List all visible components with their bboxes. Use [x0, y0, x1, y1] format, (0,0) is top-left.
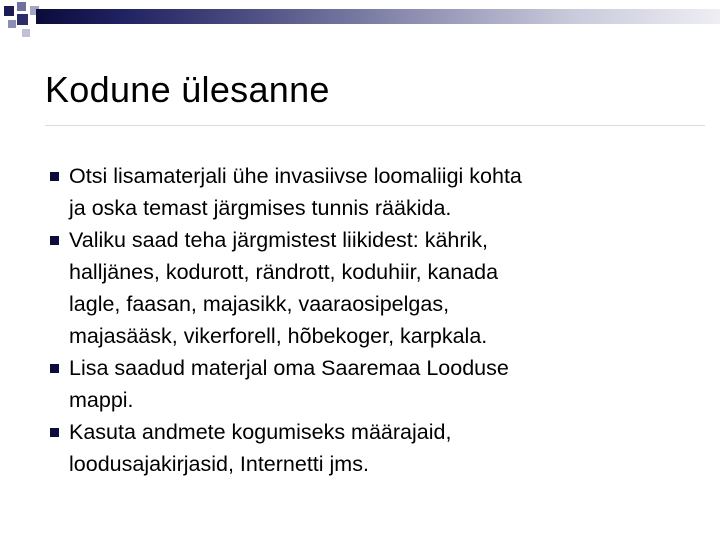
bullet-line: halljänes, kodurott, rändrott, koduhiir, kanada — [69, 260, 499, 284]
bullet-line: ja oska temast järgmises tunnis rääkida. — [69, 196, 452, 220]
bullet-line: majasääsk, vikerforell, hõbekoger, karpkala. — [69, 324, 488, 348]
square-bullet-icon — [50, 364, 59, 373]
bullet-line: Otsi lisamaterjali ühe invasiivse loomaliigi kohta — [69, 164, 522, 188]
bullet-line: mappi. — [69, 388, 134, 412]
square-bullet-icon — [50, 428, 59, 437]
bullet-list — [50, 160, 690, 480]
bullet-line: Valiku saad teha järgmistest liikidest: kährik, — [69, 228, 489, 252]
bullet-line: Kasuta andmete kogumiseks määrajaid, — [69, 420, 452, 444]
header-gradient-bar — [36, 9, 720, 24]
slide-title: Kodune ülesanne — [45, 69, 330, 110]
bullet-line: lagle, faasan, majasikk, vaaraosipelgas, — [69, 292, 450, 316]
bullet-line: loodusajakirjasid, Internetti jms. — [69, 452, 369, 476]
bullet-item — [50, 416, 690, 480]
bullet-item — [50, 224, 690, 352]
bullet-item — [50, 352, 690, 416]
bullet-item — [50, 160, 690, 224]
bullet-line: Lisa saadud materjal oma Saaremaa Looduse — [69, 356, 509, 380]
square-bullet-icon — [50, 236, 59, 245]
title-divider — [45, 125, 705, 126]
square-bullet-icon — [50, 172, 59, 181]
